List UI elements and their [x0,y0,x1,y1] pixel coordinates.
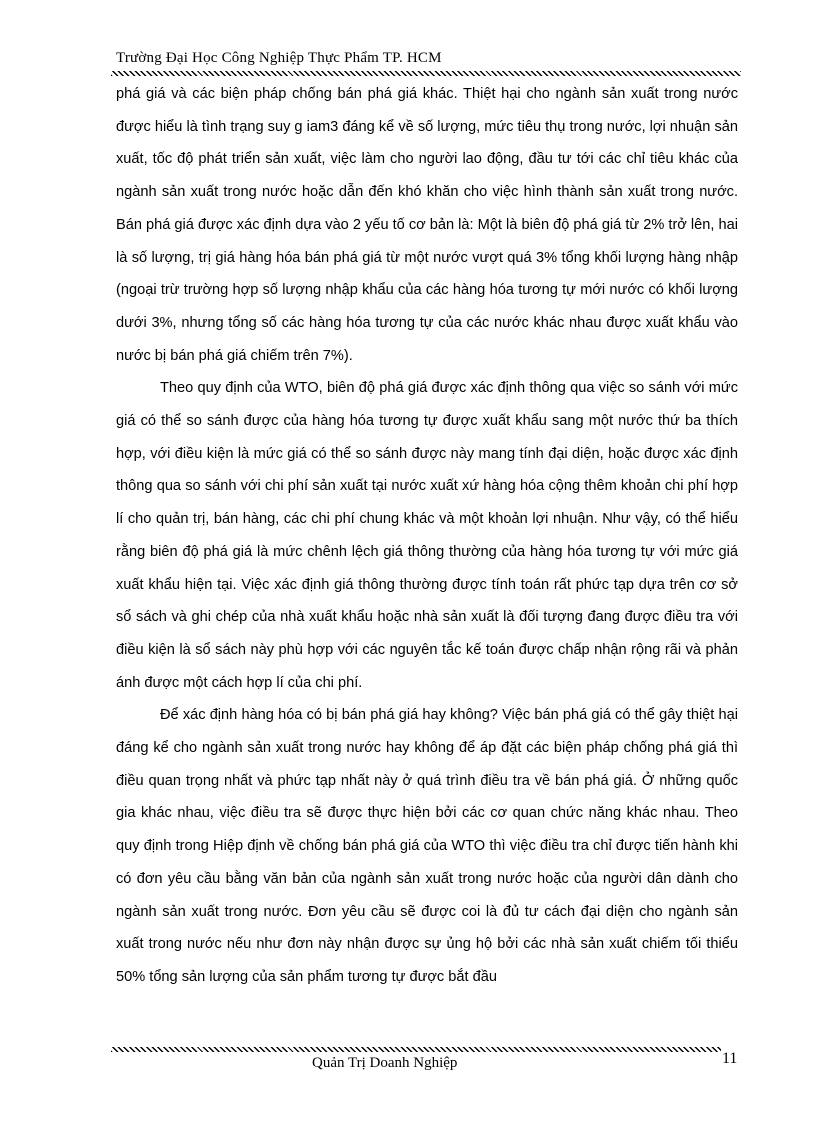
footer-divider [111,1047,721,1052]
page-footer-title: Quản Trị Doanh Nghiệp [312,1055,458,1071]
document-body [116,78,738,994]
page-header-title: Trường Đại Học Công Nghiệp Thực Phẩm TP. HCM [116,50,442,66]
header-divider [111,71,741,76]
body-paragraph: phá giá và các biện pháp chống bán phá giá khác. Thiệt hại cho ngành sản xuất trong nước được hiểu là tình trạng suy g iam3 đáng kể về số lượng, mức tiêu thụ trong nước, lợi nhuận sản xuất, tốc độ phát triển sản xuất, việc làm cho người lao động, đầu tư tới các chỉ tiêu khác của ngành sản xuất trong nước hoặc dẫn đến khó khăn cho việc hình thành sản xuất trong nước. Bán phá giá được xác định dựa vào 2 yếu tố cơ bản là: Một là biên độ phá giá từ 2% trở lên, hai là số lượng, trị giá hàng hóa bán phá giá từ một nước vượt quá 3% tổng khối lượng hàng nhập (ngoại trừ trường hợp số lượng nhập khẩu của các hàng hóa tương tự mới nước có khối lượng dưới 3%, nhưng tổng số các hàng hóa tương tự của các nước khác nhau được xuất khẩu vào nước bị bán phá giá chiếm trên 7%). [116,86,738,364]
body-paragraph: Để xác định hàng hóa có bị bán phá giá hay không? Việc bán phá giá có thể gây thiệt hại đáng kể cho ngành sản xuất trong nước hay không để áp đặt các biện pháp chống phá giá thì điều quan trọng nhất và phức tạp nhất này ở quá trình điều tra về bán phá giá. Ở những quốc gia khác nhau, việc điều tra sẽ được thực hiện bởi các cơ quan chức năng khác nhau. Theo quy định trong Hiệp định về chống bán phá giá của WTO thì việc điều tra chỉ được tiến hành khi có đơn yêu cầu bằng văn bản của ngành sản xuất trong nước hoặc của người dân dành cho ngành sản xuất trong nước. Đơn yêu cầu sẽ được coi là đủ tư cách đại diện cho ngành sản xuất trong nước nếu như đơn này nhận được sự ủng hộ bởi các nhà sản xuất chiếm tối thiểu 50% tổng sản lượng của sản phẩm tương tự được bắt đầu [116,707,738,985]
page-number: 11 [722,1050,738,1067]
body-paragraph: Theo quy định của WTO, biên độ phá giá được xác định thông qua việc so sánh với mức giá có thể so sánh được của hàng hóa tương tự được xuất khẩu sang một nước thứ ba thích hợp, với điều kiện là mức giá có thể so sánh được này mang tính đại diện, hoặc được xác định thông qua so sánh với chi phí sản xuất tại nước xuất xứ hàng hóa cộng thêm khoản chi phí hợp lí cho quản trị, bán hàng, các chi phí chung khác và một khoản lợi nhuận. Như vậy, có thể hiểu rằng biên độ phá giá là mức chênh lệch giá thông thường của hàng hóa tương tự với mức giá xuất khẩu hiện tại. Việc xác định giá thông thường được tính toán rất phức tạp dựa trên cơ sở sổ sách và ghi chép của nhà xuất khẩu hoặc nhà sản xuất là đối tượng đang được điều tra với điều kiện là sổ sách này phù hợp với các nguyên tắc kế toán được chấp nhận rộng rãi và phản ánh được một cách hợp lí của chi phí. [116,380,738,691]
